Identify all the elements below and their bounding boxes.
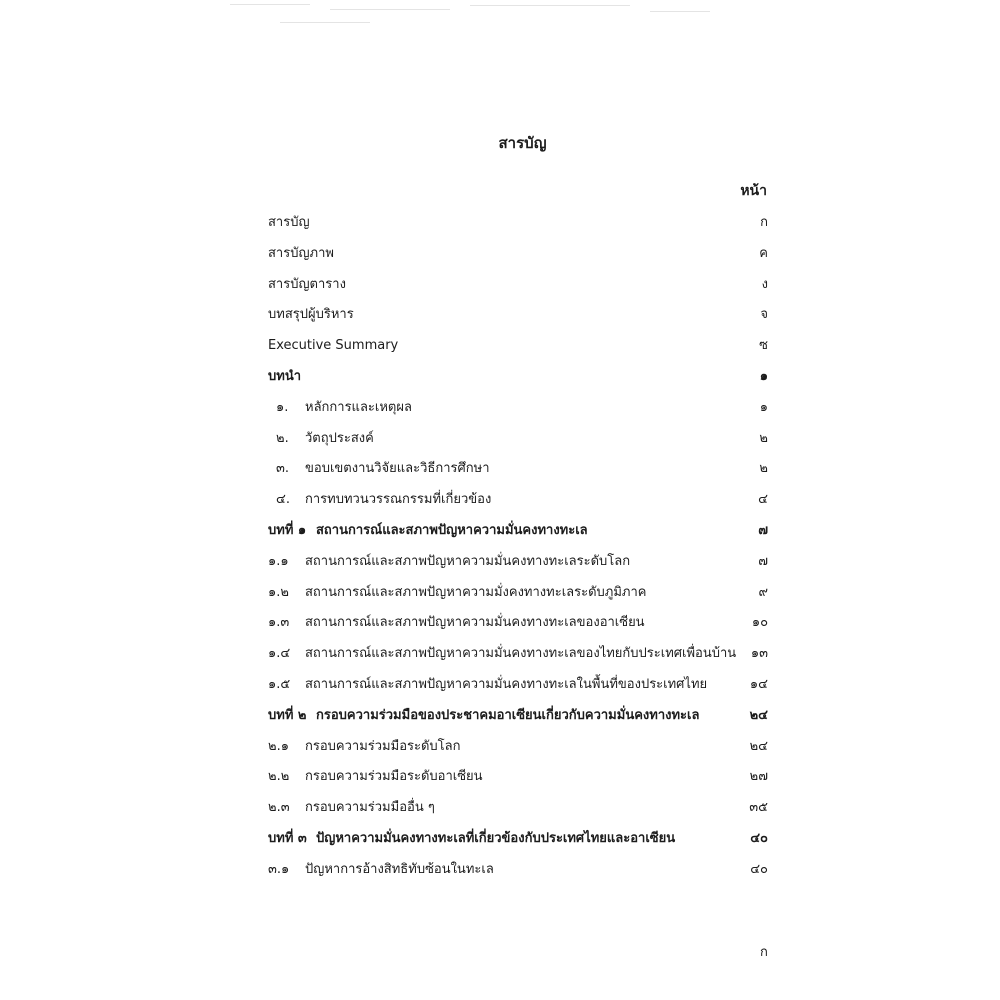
toc-entry-page: ๑๐ — [751, 615, 768, 630]
toc-entry-label: การทบทวนวรรณกรรมที่เกี่ยวข้อง — [305, 492, 492, 507]
toc-entry-page: ๒ — [759, 431, 768, 446]
toc-entry-number: ๑.๕ — [268, 677, 291, 692]
toc-entry-label: กรอบความร่วมมือระดับอาเซียน — [305, 769, 483, 784]
toc-entry-page: ค — [759, 246, 768, 261]
toc-entry — [268, 492, 768, 523]
toc-entry — [268, 646, 768, 677]
toc-entry — [268, 862, 768, 893]
toc-entry-label: ปัญหาความมั่นคงทางทะเลที่เกี่ยวข้องกับประเทศไทยและอาเซียน — [316, 831, 676, 846]
toc-entry-label: สถานการณ์และสภาพปัญหาความมั่นคงทางทะเลระดับโลก — [305, 554, 631, 569]
toc-entry — [268, 585, 768, 616]
page-column-header: หน้า — [740, 183, 767, 199]
toc-entry-label: สารบัญตาราง — [268, 277, 346, 292]
toc-entry-label: สารบัญ — [268, 215, 310, 230]
toc-entry-number: ๓.๑ — [268, 862, 290, 877]
toc-entry — [268, 615, 768, 646]
toc-entry-number: ๑.๔ — [268, 646, 291, 661]
toc-entry — [268, 431, 768, 462]
toc-entry-page: ๔ — [758, 492, 768, 507]
toc-entry-page: ๑๔ — [749, 677, 768, 692]
toc-entry-page: ง — [761, 277, 768, 292]
toc-entry — [268, 554, 768, 585]
toc-entry-page: ซ — [759, 338, 768, 353]
toc-entry-label: วัตถุประสงค์ — [305, 431, 374, 446]
toc-entry — [268, 338, 768, 369]
toc-entry-page: ก — [760, 215, 768, 230]
toc-entry-page: ๙ — [758, 585, 768, 600]
toc-entry-label: บทนำ — [268, 369, 302, 384]
toc-entry-label: สถานการณ์และสภาพปัญหาความมั่นคงทางทะเลในพื้นที่ของประเทศไทย — [305, 677, 708, 692]
toc-entry-label: Executive Summary — [268, 338, 399, 353]
toc-entry — [268, 277, 768, 308]
footer-page-number: ก — [760, 945, 768, 960]
toc-entry — [268, 307, 768, 338]
toc-entry-label: บทสรุปผู้บริหาร — [268, 307, 354, 322]
toc-entry-number: ๒.๓ — [268, 800, 290, 815]
toc-entry-number: ๒. — [276, 431, 289, 446]
toc-entry-label: สถานการณ์และสภาพปัญหาความมั่นคงทางทะเล — [316, 523, 588, 538]
toc-entry-page: จ — [760, 307, 768, 322]
toc-entry-label: ปัญหาการอ้างสิทธิทับซ้อนในทะเล — [305, 862, 494, 877]
toc-entry-page: ๒๔ — [749, 739, 768, 754]
toc-entry-label: กรอบความร่วมมืออื่น ๆ — [305, 800, 435, 815]
toc-entry-number: ๑.๒ — [268, 585, 289, 600]
toc-entry-page: ๗ — [758, 523, 768, 538]
toc-entry-page: ๓๕ — [749, 800, 768, 815]
toc-entry-number: ๑.๓ — [268, 615, 290, 630]
toc-entry-number: ๒.๒ — [268, 769, 290, 784]
toc-entry — [268, 677, 768, 708]
toc-entry-number: บทที่ ๑ — [268, 523, 307, 538]
toc-entry-label: ขอบเขตงานวิจัยและวิธีการศึกษา — [305, 461, 490, 476]
toc-entry-label: สถานการณ์และสภาพปัญหาความมั่นคงทางทะเลของไทยกับประเทศเพื่อนบ้าน — [305, 646, 737, 661]
toc-entry-page: ๒ — [759, 461, 768, 476]
toc-entry-page: ๑ — [759, 369, 768, 384]
toc-entry-number: บทที่ ๓ — [268, 831, 307, 846]
toc-entry — [268, 461, 768, 492]
toc-entry-page: ๔๐ — [750, 831, 768, 846]
toc-entry-number: ๒.๑ — [268, 739, 289, 754]
toc-entry-number: ๑.๑ — [268, 554, 289, 569]
toc-entry — [268, 246, 768, 277]
toc-entry — [268, 769, 768, 800]
toc-entry — [268, 708, 768, 739]
toc-entry-label: สถานการณ์และสภาพปัญหาความมั่นคงทางทะเลของอาเซียน — [305, 615, 645, 630]
toc-entry — [268, 215, 768, 246]
toc-entry-number: ๑. — [276, 400, 289, 415]
page-title: สารบัญ — [498, 134, 547, 152]
toc-entry-page: ๑ — [759, 400, 768, 415]
toc-entry-page: ๔๐ — [750, 862, 768, 877]
toc-entry-page: ๗ — [758, 554, 768, 569]
toc-entry-label: สารบัญภาพ — [268, 246, 334, 261]
toc-entry-number: ๔. — [276, 492, 290, 507]
toc-entry-page: ๒๗ — [749, 769, 768, 784]
toc-entry — [268, 400, 768, 431]
toc-entry — [268, 369, 768, 400]
toc-entry — [268, 739, 768, 770]
toc-entry-number: ๓. — [276, 461, 290, 476]
toc-entry-label: กรอบความร่วมมือระดับโลก — [305, 739, 461, 754]
toc-entry-page: ๒๔ — [749, 708, 768, 723]
toc-entry-page: ๑๓ — [750, 646, 768, 661]
toc-entry — [268, 523, 768, 554]
toc-entry — [268, 800, 768, 831]
toc-entry — [268, 831, 768, 862]
toc-entry-label: สถานการณ์และสภาพปัญหาความมั่งคงทางทะเลระดับภูมิภาค — [305, 585, 647, 600]
toc-entry-label: กรอบความร่วมมือของประชาคมอาเซียนเกี่ยวกับความมั่นคงทางทะเล — [316, 708, 700, 723]
toc-entry-number: บทที่ ๒ — [268, 708, 307, 723]
toc-entry-label: หลักการและเหตุผล — [305, 400, 412, 415]
